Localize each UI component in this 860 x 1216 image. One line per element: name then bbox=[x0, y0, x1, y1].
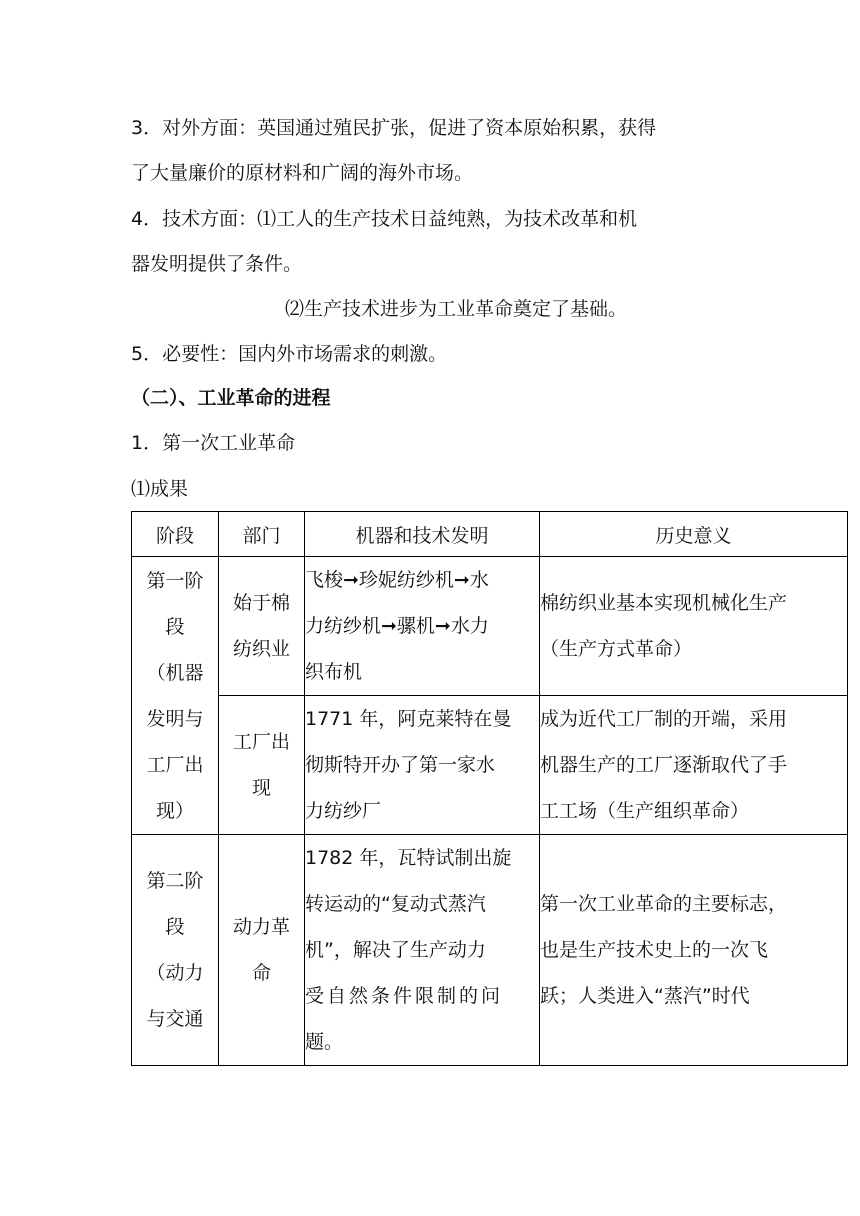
paragraph-4-line-2: 器发明提供了条件。 bbox=[131, 253, 303, 275]
invention-line: 织布机 bbox=[305, 661, 363, 683]
sub-heading: 1．第一次工业革命 bbox=[131, 432, 296, 454]
header-department: 部门 bbox=[219, 512, 305, 557]
paragraph-4-line-1: 4．技术方面：⑴工人的生产技术日益纯熟，为技术改革和机 bbox=[131, 208, 638, 230]
significance-line: 棉纺织业基本实现机械化生产 bbox=[540, 592, 788, 614]
department-line: 动力革 bbox=[232, 916, 290, 938]
significance-line: 工工场（生产组织革命） bbox=[540, 800, 750, 822]
paragraph-5: 5．必要性：国内外市场需求的刺激。 bbox=[131, 343, 448, 365]
significance-line: 也是生产技术史上的一次飞 bbox=[540, 939, 769, 961]
department-line: 现 bbox=[251, 777, 271, 799]
stage-2-line: （动力 bbox=[146, 962, 204, 984]
stage-1-line: 段 bbox=[165, 615, 185, 638]
department-line: 命 bbox=[251, 962, 271, 984]
header-stage: 阶段 bbox=[132, 512, 219, 557]
stage-1-line: 工厂出 bbox=[146, 753, 204, 776]
stage-2-line: 段 bbox=[165, 916, 185, 938]
significance-line: （生产方式革命） bbox=[540, 638, 693, 660]
significance-cell bbox=[540, 835, 848, 1066]
stage-1-line: 现） bbox=[155, 799, 194, 822]
paragraph-3-line-2: 了大量廉价的原材料和广阔的海外市场。 bbox=[131, 162, 474, 184]
invention-line: 1771 年，阿克莱特在曼 bbox=[305, 708, 512, 730]
department-line: 始于棉 bbox=[232, 592, 290, 614]
department-cell bbox=[219, 696, 305, 835]
invention-cell bbox=[305, 696, 540, 835]
significance-line: 第一次工业革命的主要标志， bbox=[540, 893, 788, 915]
paragraph-3-line-1: 3．对外方面：英国通过殖民扩张，促进了资本原始积累，获得 bbox=[131, 117, 657, 139]
department-line: 纺织业 bbox=[232, 638, 290, 660]
stage-2-cell bbox=[132, 835, 219, 1066]
table-row bbox=[132, 696, 848, 835]
department-cell bbox=[219, 835, 305, 1066]
stage-2-line: 与交通 bbox=[146, 1008, 204, 1030]
invention-line: 力纺纱厂 bbox=[305, 800, 382, 822]
invention-cell bbox=[305, 835, 540, 1066]
paragraph-4-line-3: ⑵生产技术进步为工业革命奠定了基础。 bbox=[285, 298, 628, 320]
invention-line: 飞梭➞珍妮纺纱机➞水 bbox=[305, 569, 489, 591]
stage-1-line: 发明与 bbox=[146, 707, 204, 730]
industrial-revolution-table bbox=[131, 511, 848, 1066]
header-significance: 历史意义 bbox=[540, 512, 848, 557]
stage-1-cell bbox=[132, 557, 219, 835]
header-invention: 机器和技术发明 bbox=[305, 512, 540, 557]
invention-cell bbox=[305, 557, 540, 696]
invention-line: 机”，解决了生产动力 bbox=[305, 939, 486, 961]
stage-1-line: 第一阶 bbox=[146, 569, 204, 592]
invention-line: 1782 年，瓦特试制出旋 bbox=[305, 847, 512, 869]
section-heading: （二）、工业革命的进程 bbox=[131, 387, 331, 409]
invention-line: 力纺纱机➞骡机➞水力 bbox=[305, 615, 489, 637]
stage-1-line: （机器 bbox=[146, 661, 204, 684]
department-line: 工厂出 bbox=[232, 731, 290, 753]
table-row bbox=[132, 835, 848, 1066]
department-cell bbox=[219, 557, 305, 696]
invention-line: 受自然条件限制的问 bbox=[305, 985, 504, 1007]
significance-cell bbox=[540, 557, 848, 696]
results-label: ⑴成果 bbox=[131, 478, 189, 500]
table-header-row bbox=[132, 512, 848, 557]
significance-line: 机器生产的工厂逐渐取代了手 bbox=[540, 754, 788, 776]
table-row bbox=[132, 557, 848, 696]
invention-line: 彻斯特开办了第一家水 bbox=[305, 754, 496, 776]
significance-line: 成为近代工厂制的开端，采用 bbox=[540, 708, 788, 730]
significance-line: 跃；人类进入“蒸汽”时代 bbox=[540, 985, 750, 1007]
significance-cell bbox=[540, 696, 848, 835]
invention-line: 转运动的“复动式蒸汽 bbox=[305, 893, 486, 915]
stage-2-line: 第二阶 bbox=[146, 870, 204, 892]
invention-line: 题。 bbox=[305, 1031, 344, 1053]
